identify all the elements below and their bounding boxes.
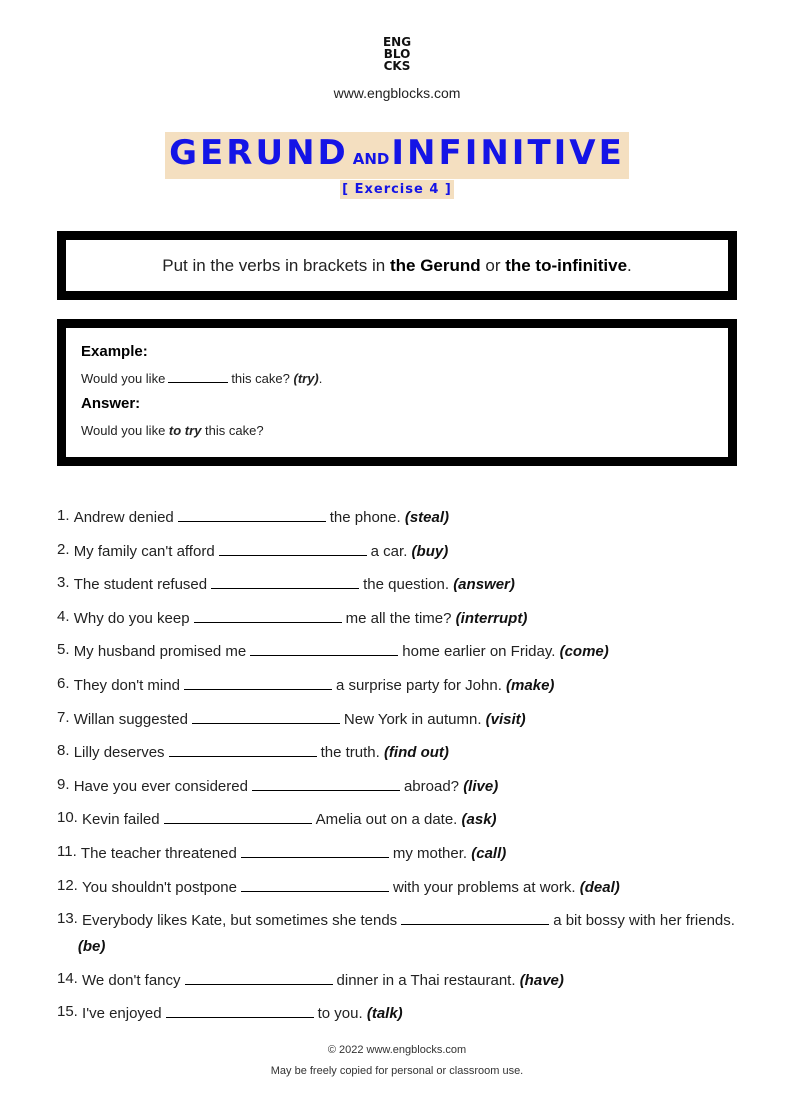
- instructions-prefix: Put in the verbs in brackets in: [162, 255, 390, 275]
- example-box: [57, 319, 737, 466]
- question-number: 13.: [57, 910, 78, 928]
- verb-hint: (steal): [404, 509, 450, 526]
- answer-blank[interactable]: [252, 772, 400, 791]
- question-text-after: with your problems at work.: [392, 878, 576, 896]
- answer-blank[interactable]: [250, 637, 398, 656]
- example-after: this cake?: [231, 371, 290, 386]
- question-text-before: Andrew denied: [73, 509, 174, 526]
- answer-blank[interactable]: [169, 738, 317, 757]
- question-text-after: the question.: [363, 576, 450, 594]
- answer-blank[interactable]: [192, 705, 340, 724]
- verb-hint: (come): [559, 643, 609, 661]
- question-text-after: New York in autumn.: [343, 710, 482, 728]
- question-text-before: Everybody likes Kate, but sometimes she tends: [82, 912, 398, 930]
- verb-hint: (live): [463, 777, 499, 795]
- answer-highlight: to try: [168, 423, 202, 438]
- question-text-after: dinner in a Thai restaurant.: [336, 971, 516, 989]
- verb-hint: (talk): [366, 1005, 403, 1023]
- question-text-before: Why do you keep: [73, 609, 190, 627]
- question-text-before: You shouldn't postpone: [82, 878, 237, 896]
- verb-hint: (have): [519, 971, 564, 989]
- instructions-text: [162, 256, 632, 276]
- example-hint: (try): [293, 371, 319, 386]
- verb-hint: (call): [471, 844, 507, 862]
- worksheet-title: [165, 132, 629, 179]
- title-gerund: GERUND: [169, 133, 349, 173]
- question-number: 8.: [57, 742, 70, 760]
- question-item: [57, 637, 737, 665]
- question-number: 4.: [57, 607, 70, 625]
- answer-blank[interactable]: [194, 604, 342, 623]
- example-blank: [168, 371, 228, 383]
- question-number: 7.: [57, 708, 70, 726]
- verb-hint: (make): [506, 676, 555, 694]
- question-item: [57, 503, 737, 531]
- question-item: [57, 906, 737, 960]
- question-text-after: my mother.: [392, 844, 468, 862]
- question-number: 3.: [57, 574, 70, 592]
- question-text-after: a bit bossy with her friends.: [553, 912, 735, 930]
- question-item: [57, 839, 737, 867]
- answer-heading: Answer:: [81, 395, 141, 412]
- question-item: [57, 604, 737, 632]
- question-number: 10.: [57, 809, 78, 827]
- question-text-before: The student refused: [73, 576, 208, 594]
- site-url[interactable]: www.engblocks.com: [333, 85, 461, 101]
- question-number: 11.: [57, 842, 77, 860]
- question-text-after: a surprise party for John.: [335, 676, 502, 694]
- footer-license: May be freely copied for personal or classroom use.: [270, 1065, 524, 1077]
- title-and: AND: [352, 150, 390, 168]
- question-number: 2.: [57, 540, 70, 558]
- question-item: [57, 966, 737, 994]
- answer-blank[interactable]: [184, 671, 332, 690]
- question-text-after: to you.: [317, 1005, 363, 1023]
- logo-line-2: BLO: [383, 47, 411, 61]
- verb-hint: (be): [77, 938, 106, 956]
- answer-blank[interactable]: [241, 873, 389, 892]
- question-number: 14.: [57, 969, 78, 987]
- question-text-after: the phone.: [329, 509, 401, 526]
- instructions-gerund: the Gerund: [389, 255, 481, 275]
- question-item: [57, 738, 737, 766]
- question-number: 12.: [57, 876, 78, 894]
- question-text-before: I've enjoyed: [82, 1005, 162, 1023]
- answer-blank[interactable]: [166, 999, 314, 1018]
- question-text-after: me all the time?: [345, 609, 452, 627]
- verb-hint: (visit): [485, 710, 526, 728]
- question-text-before: Willan suggested: [73, 710, 188, 728]
- question-number: 9.: [57, 775, 70, 793]
- question-text-before: They don't mind: [73, 676, 180, 694]
- answer-sentence: [81, 423, 713, 439]
- question-text-before: Lilly deserves: [73, 744, 165, 762]
- question-text-before: My family can't afford: [73, 542, 215, 560]
- question-text-before: My husband promised me: [73, 643, 247, 661]
- answer-blank[interactable]: [178, 503, 326, 522]
- exercise-label: [ Exercise 4 ]: [342, 182, 452, 197]
- question-item: [57, 537, 737, 565]
- answer-blank[interactable]: [211, 570, 359, 589]
- question-text-before: We don't fancy: [82, 971, 181, 989]
- question-item: [57, 705, 737, 733]
- verb-hint: (interrupt): [455, 609, 528, 627]
- logo-line-3: CKS: [383, 59, 411, 73]
- instructions-middle: or: [480, 255, 506, 275]
- question-text-before: The teacher threatened: [80, 844, 237, 862]
- example-before: Would you like: [81, 371, 166, 386]
- question-text-after: Amelia out on a date.: [315, 811, 458, 829]
- instructions-infinitive: the to-infinitive: [505, 255, 628, 275]
- question-text-after: a car.: [370, 542, 408, 560]
- engblocks-logo: [0, 36, 794, 72]
- verb-hint: (deal): [579, 878, 620, 896]
- example-heading: Example:: [81, 343, 148, 360]
- answer-blank[interactable]: [401, 906, 549, 925]
- answer-after: this cake?: [201, 423, 264, 438]
- question-item: [57, 999, 737, 1027]
- question-item: [57, 873, 737, 901]
- answer-blank[interactable]: [164, 805, 312, 824]
- question-text-before: Have you ever considered: [73, 777, 248, 795]
- title-infinitive: INFINITIVE: [391, 133, 625, 173]
- footer-copyright: © 2022 www.engblocks.com: [327, 1044, 467, 1056]
- question-number: 1.: [57, 507, 70, 524]
- verb-hint: (answer): [453, 576, 515, 594]
- question-item: [57, 570, 737, 598]
- question-text-after: abroad?: [403, 777, 460, 795]
- verb-hint: (buy): [411, 542, 449, 560]
- question-text-after: the truth.: [320, 744, 380, 762]
- example-sentence: [81, 371, 713, 387]
- answer-blank[interactable]: [241, 839, 389, 858]
- answer-blank[interactable]: [219, 537, 367, 556]
- question-number: 15.: [57, 1003, 78, 1021]
- instructions-suffix: .: [627, 255, 632, 275]
- example-end: .: [318, 371, 323, 386]
- question-text-before: Kevin failed: [82, 811, 160, 829]
- question-item: [57, 671, 737, 699]
- question-list: [57, 503, 737, 1033]
- question-item: [57, 805, 737, 833]
- answer-blank[interactable]: [185, 966, 333, 985]
- logo-line-1: ENG: [382, 35, 412, 49]
- question-text-after: home earlier on Friday.: [402, 643, 556, 661]
- question-number: 5.: [57, 641, 70, 659]
- instructions-box: [57, 231, 737, 300]
- question-number: 6.: [57, 674, 70, 692]
- verb-hint: (find out): [383, 744, 449, 762]
- answer-before: Would you like: [81, 423, 169, 438]
- question-item: [57, 772, 737, 800]
- verb-hint: (ask): [461, 811, 497, 829]
